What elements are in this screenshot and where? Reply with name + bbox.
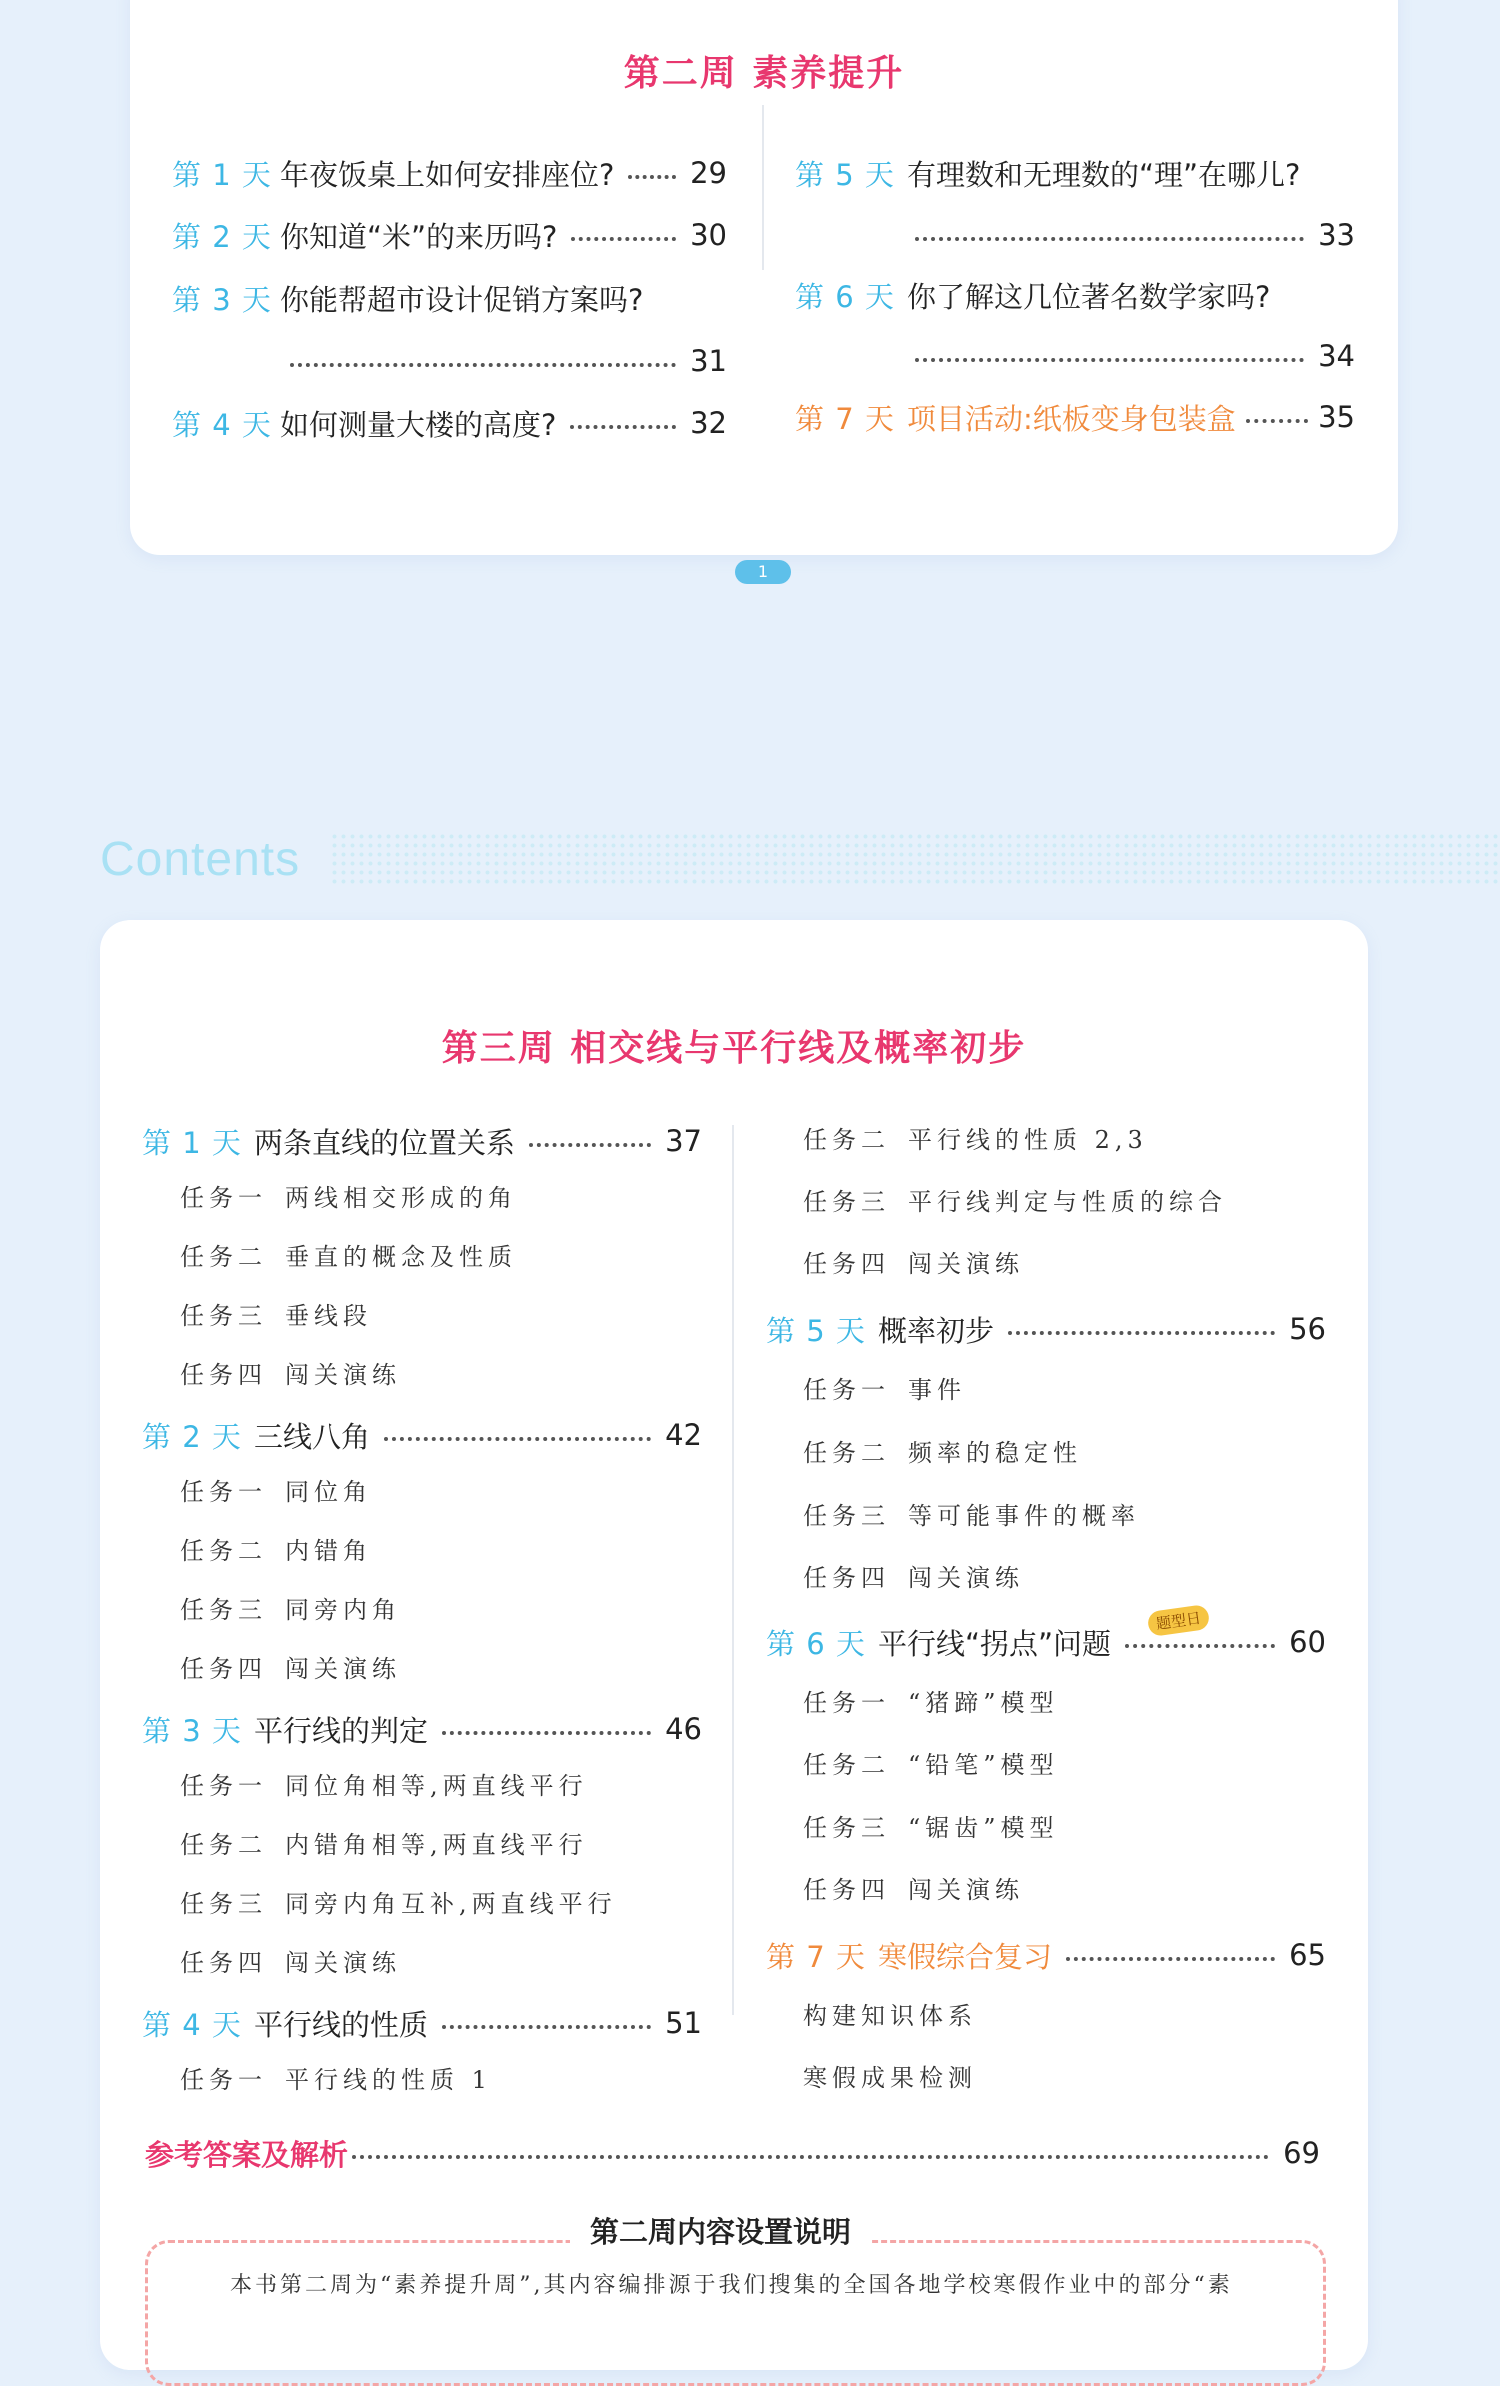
entry-title: 项目活动:纸板变身包装盒 (907, 401, 1236, 436)
day-label: 第 3 天 (142, 1713, 242, 1748)
leader-dots (442, 1731, 651, 1735)
task-label: 任务四 (803, 1564, 890, 1592)
page-number: 42 (665, 1418, 702, 1452)
task-title: 闯关演练 (908, 1876, 1024, 1904)
page-number: 30 (690, 218, 727, 252)
week3-day5[interactable] (766, 1306, 1326, 1352)
task-item[interactable] (803, 1184, 1227, 1220)
day-label: 第 7 天 (795, 401, 895, 436)
entry-title: 年夜饭桌上如何安排座位? (280, 157, 615, 192)
task-item[interactable] (180, 1474, 372, 1510)
task-label: 任务三 (803, 1502, 890, 1530)
leader-dots (628, 175, 676, 179)
task-label: 任务三 (180, 1890, 267, 1918)
entry-title: 三线八角 (254, 1419, 371, 1454)
week2-left-entry-3-cont[interactable] (290, 338, 727, 384)
week2-right-entry-5-cont[interactable] (915, 212, 1355, 258)
task-item[interactable] (180, 1768, 588, 1804)
leader-dots (1008, 1331, 1275, 1335)
week2-title: 第二周 素养提升 (623, 53, 905, 94)
day-label: 第 1 天 (172, 157, 272, 192)
page-number: 37 (665, 1124, 702, 1158)
task-label: 任务二 (180, 1537, 267, 1565)
week3-day1[interactable] (142, 1118, 702, 1164)
page-number: 51 (665, 2006, 702, 2040)
week2-left-entry-4[interactable] (172, 400, 727, 446)
leader-dots (1066, 1957, 1275, 1961)
page-number: 29 (690, 156, 727, 190)
task-title: 两线相交形成的角 (285, 1184, 517, 1212)
task-item[interactable] (180, 1651, 401, 1687)
task-item[interactable] (803, 1435, 1082, 1471)
task-title: 闯关演练 (908, 1250, 1024, 1278)
task-title: 平行线判定与性质的综合 (908, 1188, 1227, 1216)
task-title: 闯关演练 (908, 1564, 1024, 1592)
task-item[interactable] (180, 1827, 588, 1863)
task-item[interactable] (803, 1872, 1024, 1908)
day-label: 第 4 天 (142, 2007, 242, 2042)
page-number: 69 (1283, 2136, 1320, 2170)
task-title: “锯齿”模型 (908, 1814, 1059, 1842)
leader-dots (529, 1143, 651, 1147)
note-box (145, 2240, 1326, 2386)
page-number: 46 (665, 1712, 702, 1746)
task-label: 任务四 (180, 1655, 267, 1683)
entry-title: 平行线“拐点”问题 (878, 1626, 1112, 1661)
note-text: 本书第二周为“素养提升周”,其内容编排源于我们搜集的全国各地学校寒假作业中的部分“素 (230, 2273, 1233, 2298)
task-label: 任务四 (180, 1949, 267, 1977)
leader-dots (571, 237, 676, 241)
task-label: 任务二 (180, 1831, 267, 1859)
entry-title: 平行线的判定 (254, 1713, 429, 1748)
task-title: 同位角相等,两直线平行 (285, 1772, 588, 1800)
entry-title: 如何测量大楼的高度? (280, 407, 557, 442)
week3-day3[interactable] (142, 1706, 702, 1752)
entry-title: 概率初步 (878, 1313, 995, 1348)
day-label: 第 5 天 (795, 157, 895, 192)
task-title: 内错角 (285, 1537, 372, 1565)
task-title: 垂线段 (285, 1302, 372, 1330)
task-title: 同旁内角 (285, 1596, 401, 1624)
leader-dots (384, 1437, 651, 1441)
column-divider (762, 105, 764, 270)
entry-title: 有理数和无理数的“理”在哪儿? (907, 157, 1301, 192)
dotted-band (330, 832, 1500, 888)
task-label: 任务四 (803, 1876, 890, 1904)
day-label: 第 7 天 (766, 1939, 866, 1974)
note-title: 第二周内容设置说明 (570, 2212, 871, 2252)
task-item[interactable] (803, 1998, 977, 2034)
page-number: 65 (1289, 1938, 1326, 1972)
task-item[interactable] (803, 1810, 1059, 1846)
task-item[interactable] (803, 2060, 977, 2096)
task-label: 任务二 (803, 1439, 890, 1467)
entry-title: 你能帮超市设计促销方案吗? (280, 282, 644, 317)
task-title: 闯关演练 (285, 1361, 401, 1389)
task-title: “猪蹄”模型 (908, 1689, 1059, 1717)
task-title: 内错角相等,两直线平行 (285, 1831, 588, 1859)
task-item[interactable] (180, 1357, 401, 1393)
week3-day2[interactable] (142, 1412, 702, 1458)
answers-title: 参考答案及解析 (145, 2137, 349, 2172)
task-title: 频率的稳定性 (908, 1439, 1082, 1467)
task-title: 事件 (908, 1376, 966, 1404)
day-label: 第 3 天 (172, 282, 272, 317)
task-item[interactable] (803, 1372, 966, 1408)
week2-left-entry-2[interactable] (172, 212, 727, 258)
entry-title: 寒假综合复习 (878, 1939, 1053, 1974)
leader-dots (1246, 419, 1308, 423)
task-label: 任务三 (180, 1302, 267, 1330)
week2-right-entry-5[interactable] (795, 150, 1355, 196)
page-number: 31 (690, 344, 727, 378)
task-item[interactable] (803, 1747, 1059, 1783)
task-title: 平行线的性质 1 (285, 2066, 492, 2094)
task-label: 任务一 (803, 1689, 890, 1717)
page-number: 33 (1318, 218, 1355, 252)
task-item[interactable] (180, 1298, 372, 1334)
week2-right-entry-6[interactable] (795, 272, 1355, 318)
task-label: 任务二 (180, 1243, 267, 1271)
entry-title: 两条直线的位置关系 (254, 1125, 516, 1160)
day-label: 第 6 天 (766, 1626, 866, 1661)
task-item[interactable] (180, 1886, 617, 1922)
entry-title: 你了解这几位著名数学家吗? (907, 279, 1271, 314)
task-item[interactable] (803, 1246, 1024, 1282)
task-title: 闯关演练 (285, 1655, 401, 1683)
task-label: 任务一 (803, 1376, 890, 1404)
week2-left-entry-3[interactable] (172, 275, 727, 321)
task-item[interactable] (180, 1533, 372, 1569)
task-item[interactable] (180, 1239, 517, 1275)
task-label: 任务三 (803, 1814, 890, 1842)
leader-dots (442, 2025, 651, 2029)
task-item[interactable] (803, 1122, 1148, 1158)
task-item[interactable] (803, 1560, 1024, 1596)
task-label: 任务二 (803, 1751, 890, 1779)
leader-dots (290, 363, 676, 367)
leader-dots (915, 358, 1304, 362)
task-title: 闯关演练 (285, 1949, 401, 1977)
day-label: 第 5 天 (766, 1313, 866, 1348)
week3-day6[interactable] (766, 1619, 1326, 1665)
task-item[interactable] (803, 1685, 1059, 1721)
task-title: 寒假成果检测 (803, 2064, 977, 2092)
task-item[interactable] (180, 1180, 517, 1216)
page-number: 32 (690, 406, 727, 440)
task-title: 同位角 (285, 1478, 372, 1506)
question-type-day-badge: 题型日 (1147, 1604, 1211, 1637)
task-title: “铅笔”模型 (908, 1751, 1059, 1779)
task-item[interactable] (180, 2062, 492, 2098)
task-title: 平行线的性质 2,3 (908, 1126, 1148, 1154)
leader-dots (1125, 1644, 1275, 1648)
week2-right-entry-6-cont[interactable] (915, 333, 1355, 379)
day-label: 第 6 天 (795, 279, 895, 314)
leader-dots (352, 2155, 1269, 2159)
page-number: 60 (1289, 1625, 1326, 1659)
page-indicator[interactable]: 1 (735, 560, 791, 584)
task-label: 任务三 (803, 1188, 890, 1216)
contents-label: Contents (100, 833, 301, 886)
day-label: 第 4 天 (172, 407, 272, 442)
task-title: 垂直的概念及性质 (285, 1243, 517, 1271)
leader-dots (570, 425, 676, 429)
task-label: 任务四 (180, 1361, 267, 1389)
week2-right-entry-7[interactable] (795, 394, 1355, 440)
task-label: 任务四 (803, 1250, 890, 1278)
task-item[interactable] (803, 1498, 1140, 1534)
task-label: 任务一 (180, 1772, 267, 1800)
column-divider (732, 1125, 734, 2015)
page-number: 34 (1318, 339, 1355, 373)
task-item[interactable] (180, 1592, 401, 1628)
entry-title: 平行线的性质 (254, 2007, 429, 2042)
week3-day7[interactable] (766, 1932, 1326, 1978)
page-number: 56 (1289, 1312, 1326, 1346)
task-label: 任务一 (180, 2066, 267, 2094)
task-title: 同旁内角互补,两直线平行 (285, 1890, 617, 1918)
task-label: 任务二 (803, 1126, 890, 1154)
task-label: 任务一 (180, 1184, 267, 1212)
entry-title: 你知道“米”的来历吗? (280, 219, 558, 254)
week3-title: 第三周 相交线与平行线及概率初步 (441, 1028, 1027, 1069)
leader-dots (915, 237, 1304, 241)
day-label: 第 2 天 (142, 1419, 242, 1454)
answers-entry[interactable] (145, 2130, 1320, 2176)
week3-day4[interactable] (142, 2000, 702, 2046)
day-label: 第 1 天 (142, 1125, 242, 1160)
task-item[interactable] (180, 1945, 401, 1981)
task-label: 任务一 (180, 1478, 267, 1506)
task-title: 构建知识体系 (803, 2002, 977, 2030)
day-label: 第 2 天 (172, 219, 272, 254)
page-number: 35 (1318, 400, 1355, 434)
task-label: 任务三 (180, 1596, 267, 1624)
week2-left-entry-1[interactable] (172, 150, 727, 196)
task-title: 等可能事件的概率 (908, 1502, 1140, 1530)
